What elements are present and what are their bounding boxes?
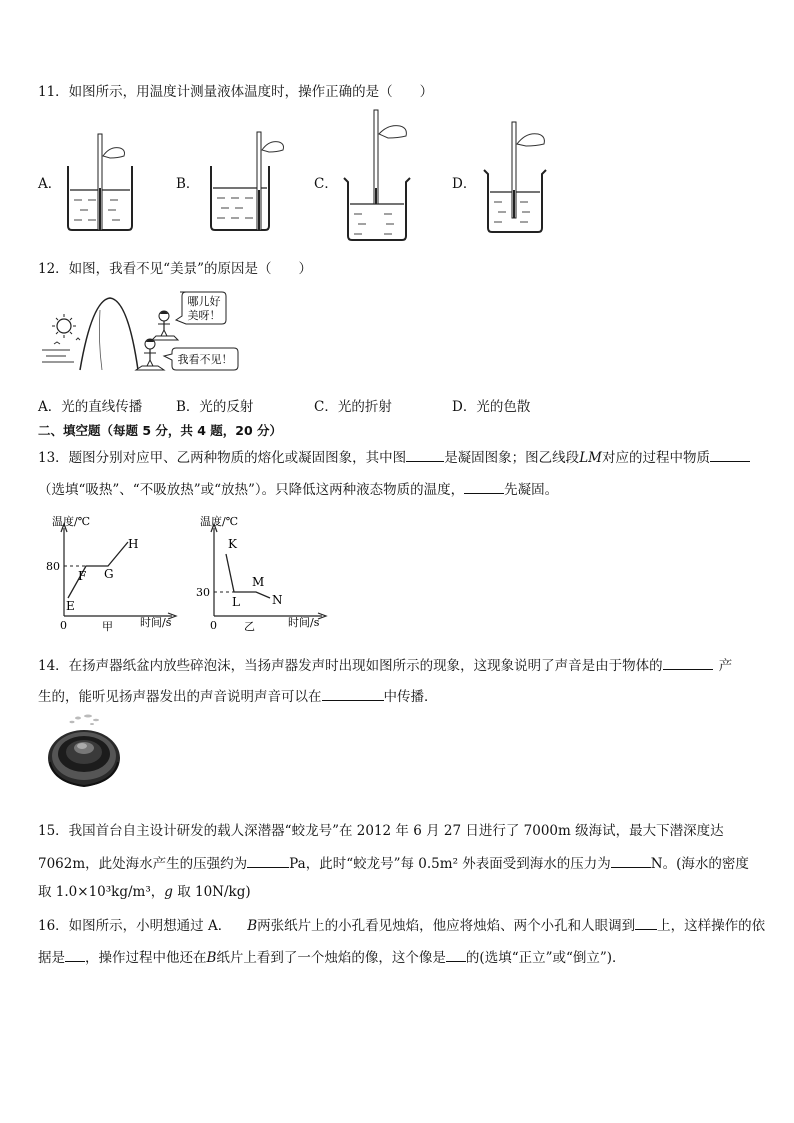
q13-yi-xlabel: 时间/s xyxy=(288,616,320,629)
q13-text-f: 先凝固。 xyxy=(504,482,559,498)
q12-option-b: B．光的反射 xyxy=(176,399,254,415)
q14-line1 xyxy=(38,655,732,675)
q16-text-i: 的(选填“正立”或“倒立”)． xyxy=(465,950,626,966)
q13-text-b: 是凝固图象；图乙线段 xyxy=(444,450,580,466)
q13-yi-point-l: L xyxy=(232,595,240,609)
q15-line2 xyxy=(38,853,749,873)
q15-line3 xyxy=(38,883,251,901)
q14-text-c: 生的，能听见扬声器发出的声音说明声音可以在 xyxy=(38,689,322,705)
q13-jia-xlabel: 时间/s xyxy=(140,616,172,629)
q13-graph-yi xyxy=(194,512,344,632)
q13-yi-point-k: K xyxy=(228,537,237,551)
q14-text-b: 产 xyxy=(718,658,733,674)
q13-blank-3[interactable] xyxy=(464,479,504,494)
q16-text-h: 纸片上看到了一个烛焰的像，这个像是 xyxy=(216,950,446,966)
q12-scene-figure xyxy=(40,290,245,372)
q11-option-a-label: A． xyxy=(38,176,62,192)
q11-option-c-label: C． xyxy=(314,176,338,192)
q13-text-lm: LM xyxy=(579,450,602,466)
q14-speaker-figure xyxy=(44,712,124,788)
q13-jia-name: 甲 xyxy=(102,620,113,633)
q12-bubble-bottom: 我看不见！ xyxy=(177,353,233,366)
q11-stem: 11．如图所示，用温度计测量液体温度时，操作正确的是（ ） xyxy=(38,84,434,100)
q16-text-c: 两张纸片上的小孔看见烛焰，他应将烛焰、两个小孔和人眼调到 xyxy=(257,918,636,934)
q13-text-a: 13．题图分别对应甲、乙两种物质的熔化或凝固图象，其中图 xyxy=(38,450,407,466)
q13-graph-jia xyxy=(40,512,190,632)
q11-beaker-c-figure xyxy=(340,108,430,243)
q14-blank-2[interactable] xyxy=(322,686,384,701)
q16-text-a: 16．如图所示，小明想通过 A． xyxy=(38,918,232,934)
q13-yi-name: 乙 xyxy=(244,620,255,633)
q13-jia-ylabel: 温度/℃ xyxy=(52,515,91,528)
q12-bubble-top-line1: 哪儿好 xyxy=(187,295,221,308)
q13-jia-point-e: E xyxy=(66,599,75,613)
q15-text-d: 取 1.0×10³kg/m³， xyxy=(38,884,165,900)
q16-text-g: B xyxy=(206,950,217,966)
q16-blank-2[interactable] xyxy=(65,947,85,962)
q16-blank-3[interactable] xyxy=(446,947,466,962)
q13-yi-point-m: M xyxy=(252,575,265,589)
q12-option-a: A．光的直线传播 xyxy=(38,399,143,415)
q11-beaker-d-figure xyxy=(482,118,572,238)
q14-blank-1[interactable] xyxy=(663,655,713,670)
q13-jia-point-h: H xyxy=(128,537,139,551)
q14-line2 xyxy=(38,686,438,706)
q16-line2 xyxy=(38,947,626,967)
section-title: 二、填空题（每题 5 分，共 4 题，20 分） xyxy=(38,423,283,438)
q13-blank-2[interactable] xyxy=(710,447,750,462)
q13-yi-point-n: N xyxy=(272,593,283,607)
q16-line1 xyxy=(38,915,765,935)
q13-yi-ytick: 30 xyxy=(196,586,210,599)
q12-option-d: D．光的色散 xyxy=(452,399,531,415)
q16-text-e: 据是 xyxy=(38,950,65,966)
q16-text-f: ，操作过程中他还在 xyxy=(85,950,207,966)
q16-text-d: 上，这样操作的依 xyxy=(657,918,766,934)
q14-text-d: 中传播． xyxy=(383,689,438,705)
q11-beaker-b-figure xyxy=(205,128,285,233)
q15-line1: 15．我国首台自主设计研发的载人深潜器“蛟龙号”在 2012 年 6 月 27 日进行了 7000m 级海试，最大下潜深度达 xyxy=(38,823,724,839)
q11-option-b-label: B． xyxy=(176,176,200,192)
q13-line2 xyxy=(38,479,558,499)
q16-text-b: B xyxy=(247,918,258,934)
q15-text-e: 取 10N/kg) xyxy=(172,884,251,900)
q11-option-d-label: D． xyxy=(452,176,477,192)
q13-text-d: 对应的过程中物质 xyxy=(601,450,710,466)
q14-text-a: 14．在扬声器纸盆内放些碎泡沫，当扬声器发声时出现如图所示的现象，这现象说明了声音是由于物体的 xyxy=(38,658,663,674)
q15-text-g: g xyxy=(164,884,173,900)
q13-jia-point-f: F xyxy=(78,569,87,583)
q13-blank-1[interactable] xyxy=(406,447,444,462)
q13-jia-ytick: 80 xyxy=(46,560,60,573)
q12-bubble-top-line2: 美呀！ xyxy=(187,309,221,322)
q13-line1 xyxy=(38,447,750,467)
q13-yi-ylabel: 温度/℃ xyxy=(200,515,239,528)
q13-jia-origin: 0 xyxy=(60,619,67,632)
q12-stem: 12．如图，我看不见“美景”的原因是（ ） xyxy=(38,261,312,277)
q13-text-e: （选填“吸热”、“不吸放热”或“放热”）。只降低这两种液态物质的温度， xyxy=(38,482,465,498)
q13-jia-point-g: G xyxy=(104,567,114,581)
q16-blank-1[interactable] xyxy=(635,915,657,930)
q15-text-b: Pa，此时“蛟龙号”每 0.5m² 外表面受到海水的压力为 xyxy=(289,856,611,872)
q15-text-a: 7062m，此处海水产生的压强约为 xyxy=(38,856,248,872)
q11-beaker-a-figure xyxy=(60,128,140,233)
q15-blank-1[interactable] xyxy=(247,853,289,868)
q13-yi-origin: 0 xyxy=(210,619,217,632)
q15-text-c: N。(海水的密度 xyxy=(650,856,749,872)
q12-option-c: C．光的折射 xyxy=(314,399,392,415)
q15-blank-2[interactable] xyxy=(611,853,651,868)
